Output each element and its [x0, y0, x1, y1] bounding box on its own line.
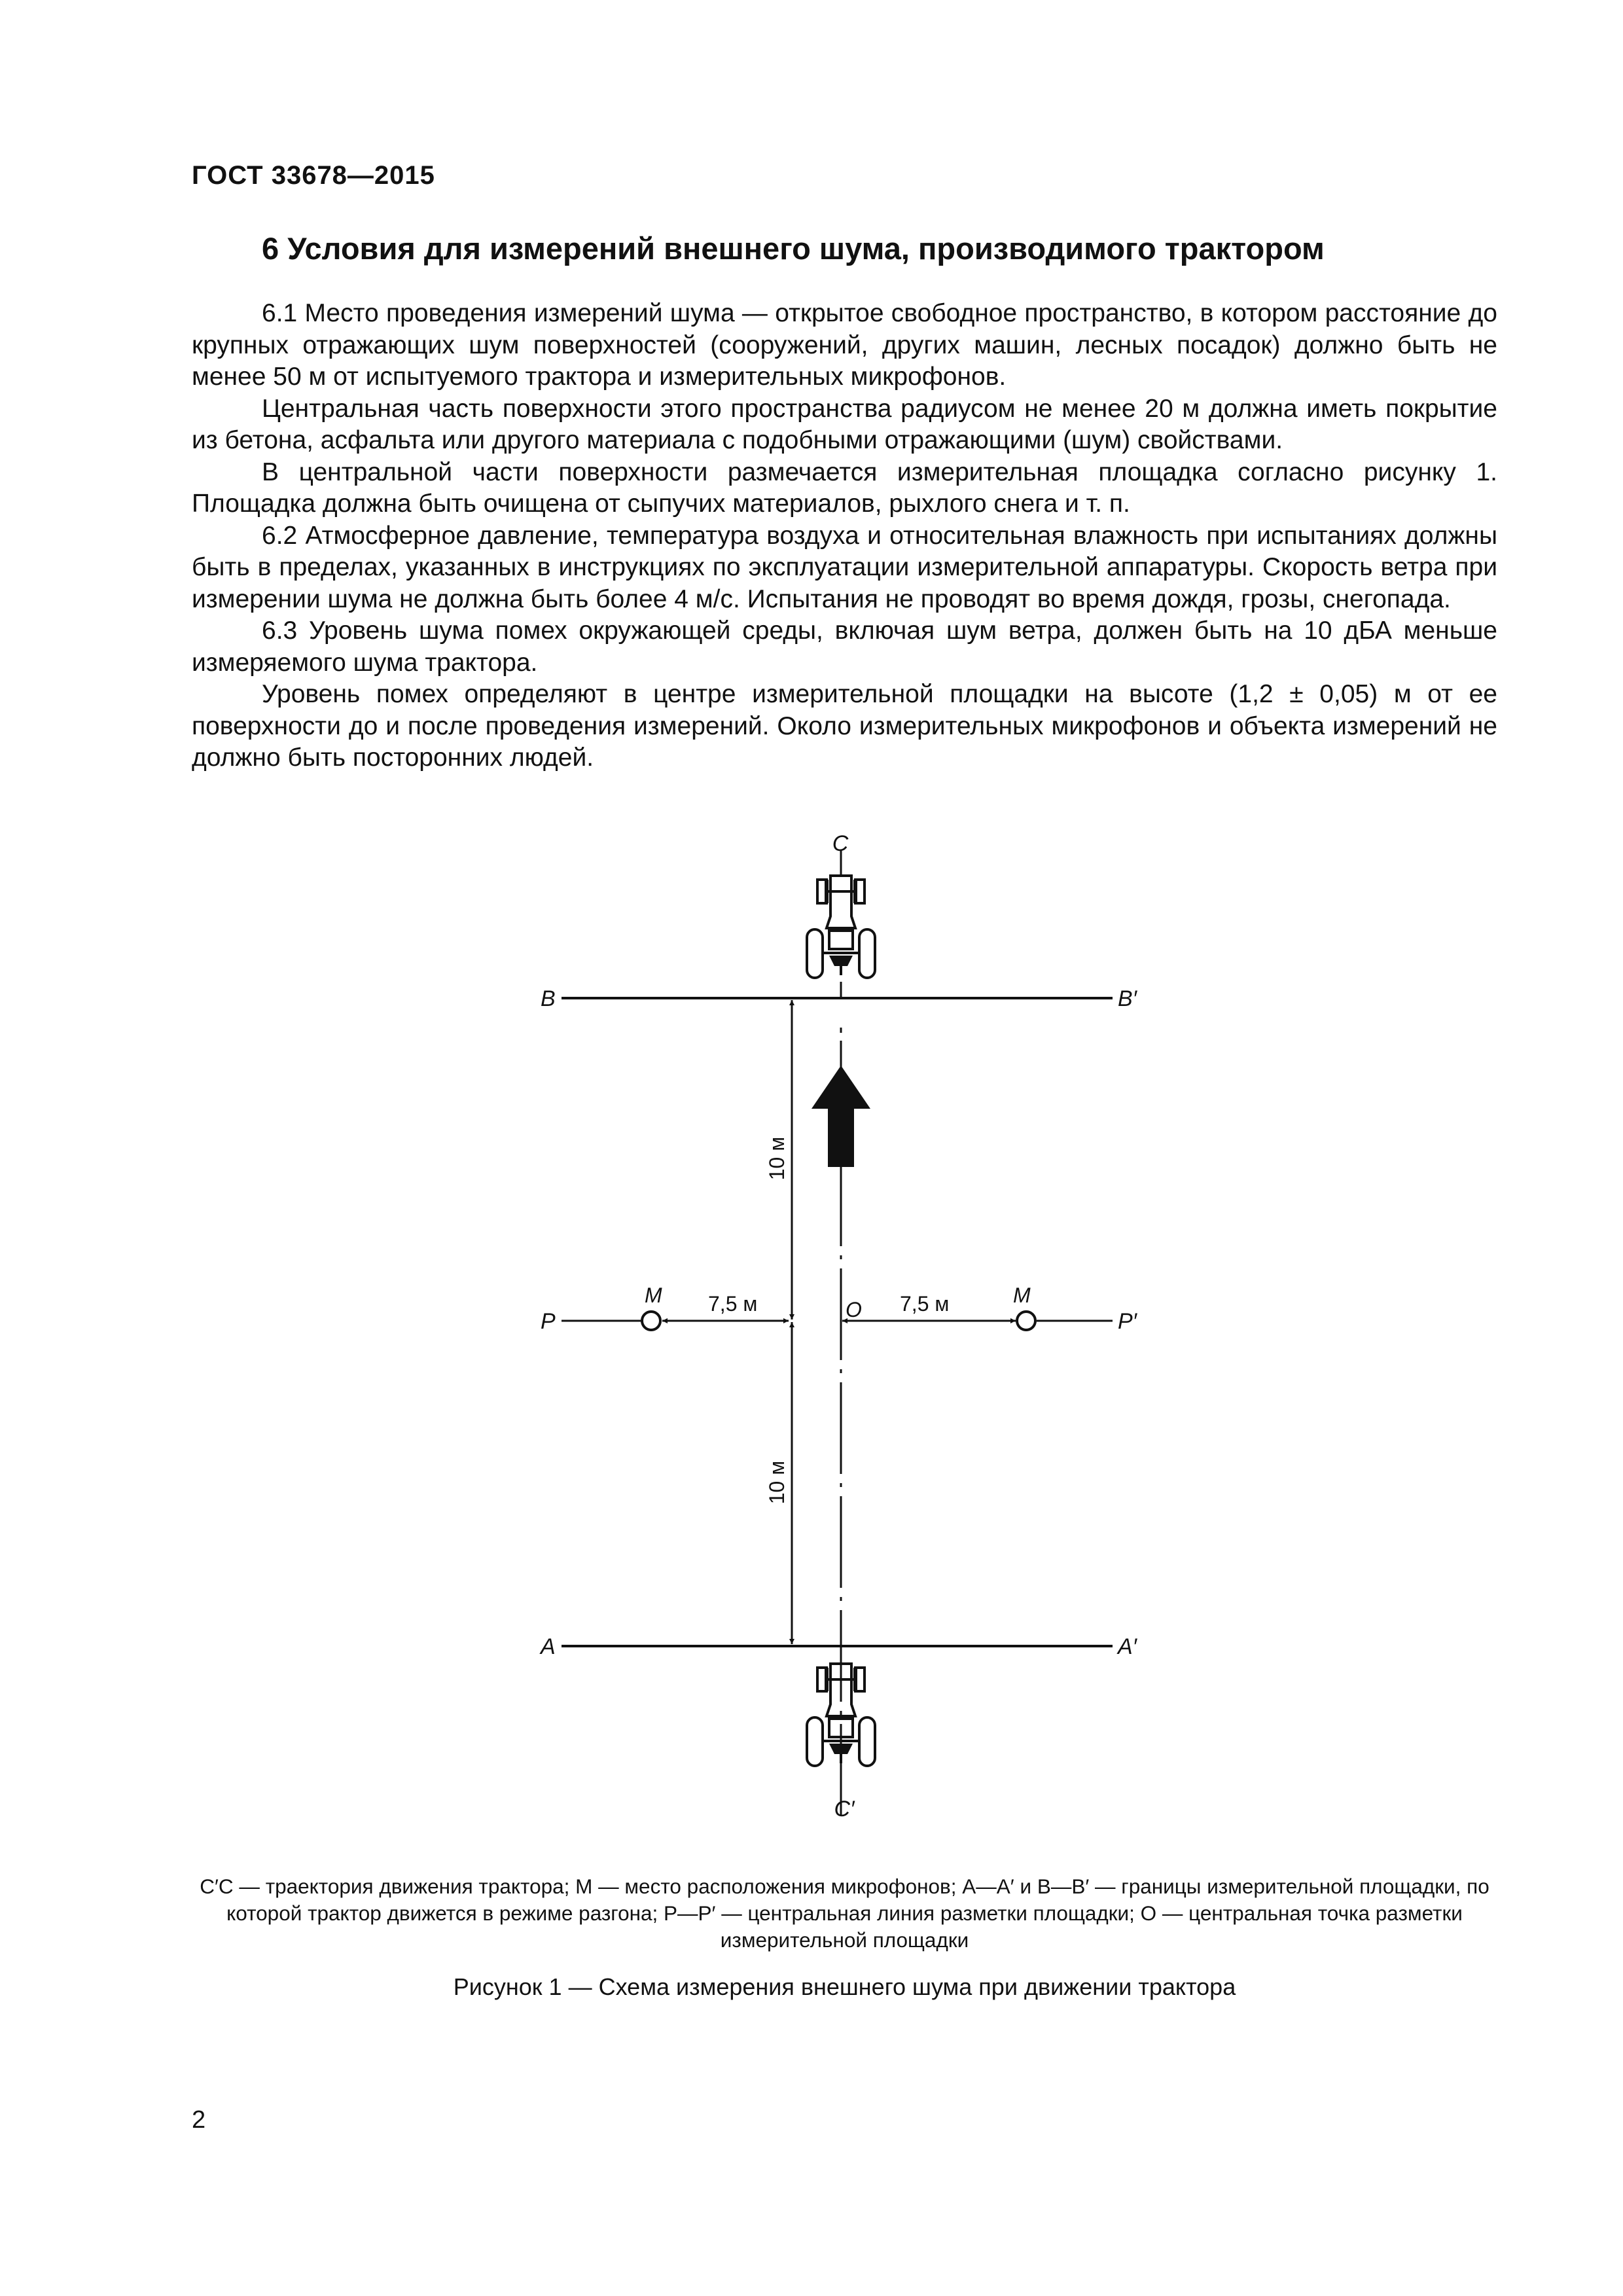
section-title: 6 Условия для измерений внешнего шума, производимого трактором	[262, 231, 1325, 266]
tractor-icon-top	[807, 876, 875, 978]
paragraph-surface: Центральная часть поверхности этого пространства радиусом не менее 20 м должна иметь покрытие из бетона, асфальта или другого материала с подобными отражающими (шум) свойствами.	[192, 394, 1497, 454]
label-a-left: A	[541, 1634, 556, 1659]
label-dist-right: 7,5 м	[900, 1292, 950, 1316]
document-header: ГОСТ 33678—2015	[192, 161, 435, 190]
label-b-right: B′	[1118, 986, 1137, 1011]
page-number: 2	[192, 2106, 206, 2134]
figure-1	[0, 825, 1623, 1846]
paragraph-marking: В центральной части поверхности размечается измерительная площадка согласно рисунку 1. Площадка должна быть очищена от сыпучих материалов, рыхлого снега и т. п.	[192, 457, 1497, 518]
paragraph-6-1: 6.1 Место проведения измерений шума — открытое свободное пространство, в котором расстояние до крупных отражающих шум поверхностей (сооружений, других машин, лесных посадок) должно быть не менее 50 м от испытуемого трактора и измерительных микрофонов.	[192, 299, 1497, 391]
direction-arrow-icon	[812, 1066, 870, 1167]
label-m-left: M	[645, 1283, 662, 1307]
body-text	[192, 298, 1497, 774]
paragraph-noise-level: Уровень помех определяют в центре измерительной площадки на высоте (1,2 ± 0,05) м от ее поверхности до и после проведения измерений. Около измерительных микрофонов и объекта измерений не должно быть посторонних людей.	[192, 680, 1497, 772]
microphone-left-icon	[642, 1312, 660, 1330]
figure-caption: Рисунок 1 — Схема измерения внешнего шума при движении трактора	[453, 1973, 1236, 2000]
label-m-right: M	[1013, 1283, 1031, 1307]
figure-legend: C′C — траектория движения трактора; M — место расположения микрофонов; A—A′ и B—B′ — границы измерительной площадки, по которой трактор движется в режиме разгона; P—P′ — центральная линия разметки площадки; O — центральная точка разметки измерительной площадки	[200, 1874, 1489, 1952]
label-p-right: P′	[1118, 1309, 1137, 1334]
label-c-top: C	[832, 831, 849, 856]
label-a-right: A′	[1118, 1634, 1137, 1659]
label-dist-lower: 10 м	[765, 1460, 789, 1505]
tractor-icon-bottom	[807, 1664, 875, 1766]
label-dist-left: 7,5 м	[708, 1292, 758, 1316]
paragraph-6-3: 6.3 Уровень шума помех окружающей среды, включая шум ветра, должен быть на 10 дБА меньше измеряемого шума трактора.	[192, 617, 1497, 677]
microphone-right-icon	[1017, 1312, 1035, 1330]
label-b-left: B	[541, 986, 556, 1011]
label-o-center: O	[846, 1298, 862, 1321]
measurement-diagram	[0, 825, 1623, 1846]
label-c-bottom: C′	[834, 1797, 855, 1821]
label-dist-upper: 10 м	[765, 1136, 789, 1181]
paragraph-6-2: 6.2 Атмосферное давление, температура воздуха и относительная влажность при испытаниях должны быть в пределах, указанных в инструкциях по эксплуатации измерительной аппаратуры. Скорость ветра при измерении шума не должна быть более 4 м/с. Испытания не проводят во время дождя, грозы, снегопада.	[192, 521, 1497, 613]
label-p-left: P	[541, 1309, 556, 1334]
